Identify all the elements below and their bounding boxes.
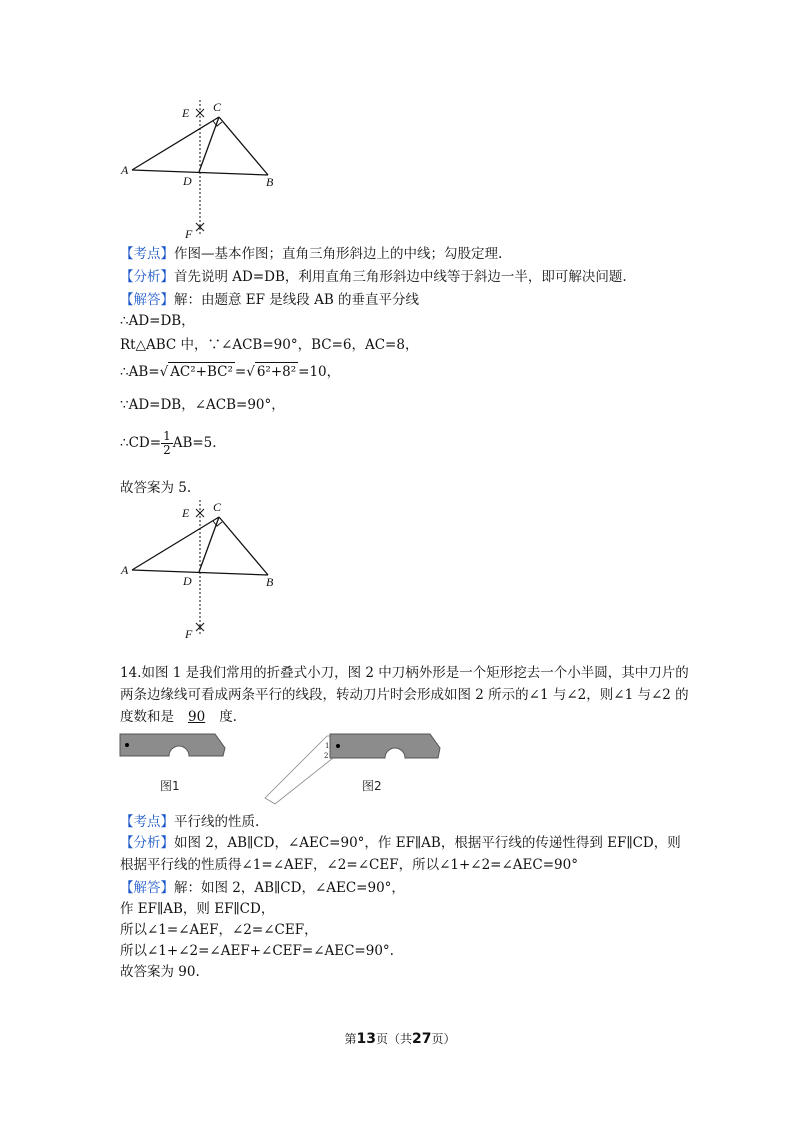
label-F: F	[185, 227, 193, 241]
label-A: A	[121, 563, 129, 577]
jieda-13: 【解答】解：由题意 EF 是线段 AB 的垂直平分线	[120, 292, 420, 308]
step-13-2: Rt△ABC 中，∵∠ACB=90°，BC=6，AC=8，	[120, 337, 419, 353]
step-13-3: ∴AB=√ AC²+BC² =√ 6²+8² =10，	[120, 364, 341, 380]
label-D: D	[183, 574, 192, 588]
step-14-2: 所以∠1=∠AEF，∠2=∠CEF，	[120, 922, 318, 938]
page-total: 27	[412, 1031, 432, 1047]
label-C: C	[213, 100, 222, 114]
answer-14: 故答案为 90.	[120, 964, 200, 980]
step-14-3: 所以∠1+∠2=∠AEF+∠CEF=∠AEC=90°.	[120, 943, 394, 959]
fig1-caption: 图1	[160, 779, 180, 793]
fenxi-13: 【分析】首先说明 AD=DB，利用直角三角形斜边中线等于斜边一半，即可解决问题.	[120, 269, 627, 285]
label-C: C	[213, 500, 222, 514]
step-13-5: ∴CD= $\frac{1}{2}$ AB=5.	[120, 429, 217, 457]
answer-13: 故答案为 5.	[120, 480, 192, 496]
label-D: D	[183, 174, 192, 188]
label-B: B	[266, 575, 274, 589]
step-14-1: 作 EF∥AB，则 EF∥CD，	[120, 901, 275, 917]
step-13-4: ∵AD=DB，∠ACB=90°，	[120, 397, 285, 413]
fig2-caption: 图2	[362, 779, 382, 793]
page-number: 13	[356, 1031, 376, 1047]
jieda-14: 【解答】解：如图 2，AB∥CD，∠AEC=90°，	[120, 880, 405, 896]
triangle-figure-2	[115, 495, 295, 645]
label-E: E	[182, 106, 190, 120]
fig2-num1: 1	[325, 742, 330, 750]
question-14: 14.如图 1 是我们常用的折叠式小刀，图 2 中刀柄外形是一个矩形挖去一个小半圆，其中刀片的两条边缘线可看成两条平行的线段，转动刀片时会形成如图 2 所示的∠1 与∠2，则∠1 与∠2 的度数和是 90 度.	[120, 662, 690, 728]
label-A: A	[121, 163, 129, 177]
fig2-num2: 2	[324, 752, 329, 760]
triangle-figure-1	[115, 95, 295, 245]
label-F: F	[185, 627, 193, 641]
knife-figures	[115, 728, 445, 810]
fenxi-14: 【分析】如图 2，AB∥CD，∠AEC=90°，作 EF∥AB，根据平行线的传递性得到 EF∥CD，则根据平行线的性质得∠1=∠AEF，∠2=∠CEF，所以∠1+∠2=∠AEC=90°	[120, 835, 681, 873]
kaodian-14: 【考点】平行线的性质.	[120, 814, 260, 830]
page-footer: 第13页（共27页）	[344, 1031, 456, 1047]
step-13-1: ∴AD=DB，	[120, 313, 195, 329]
label-E: E	[182, 506, 190, 520]
answer-blank: 90	[188, 709, 206, 725]
label-B: B	[266, 175, 274, 189]
kaodian-13: 【考点】作图—基本作图；直角三角形斜边上的中线；勾股定理.	[120, 246, 503, 262]
